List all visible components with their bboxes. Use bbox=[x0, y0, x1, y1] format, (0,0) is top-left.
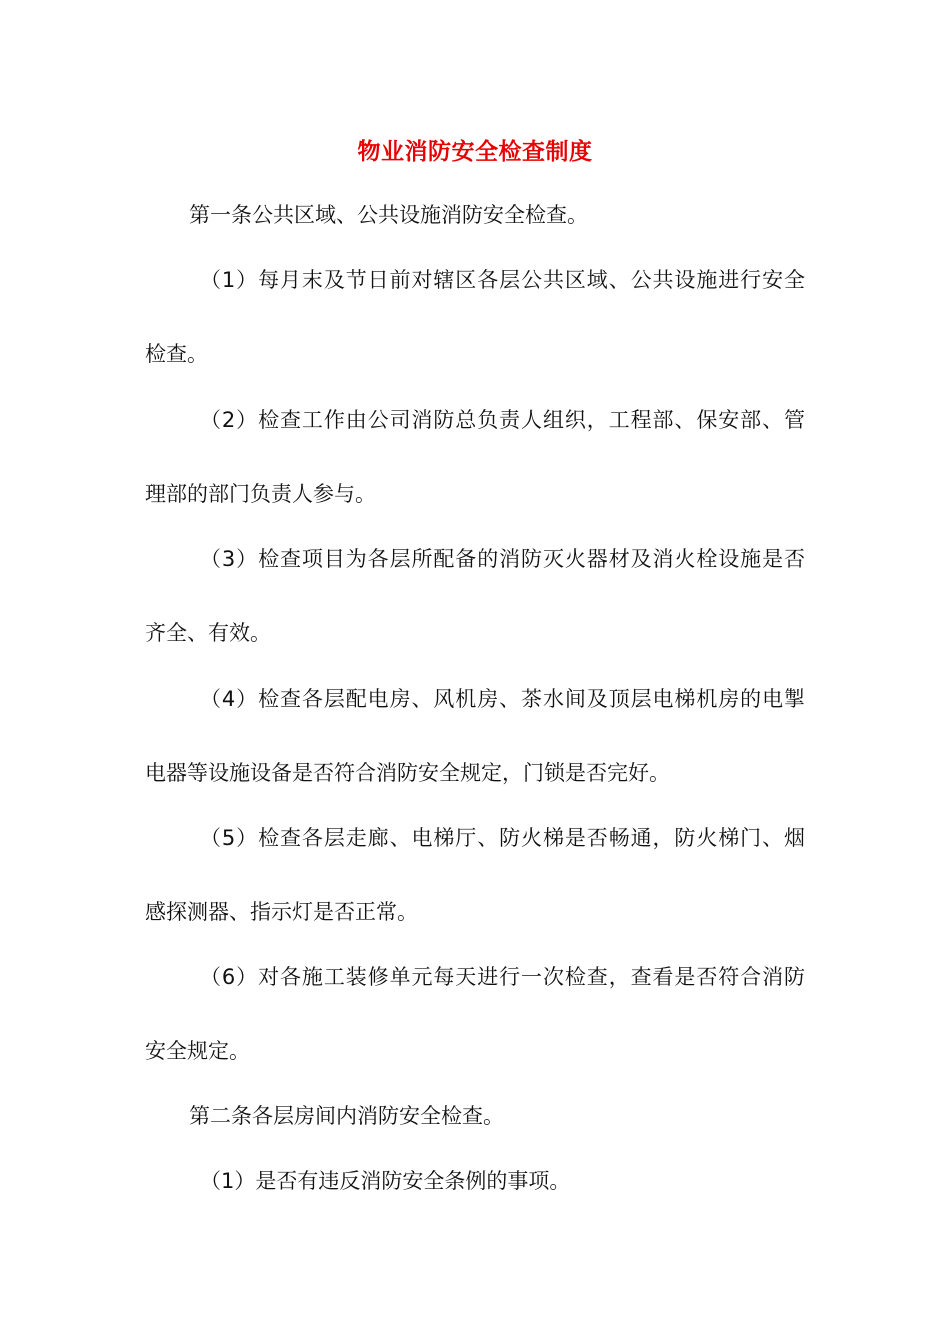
article-1-item-1-line-2: 检查。 bbox=[145, 342, 208, 366]
article-1-item-6-line-1: （6）对各施工装修单元每天进行一次检查，查看是否符合消防 bbox=[200, 965, 805, 989]
article-1-heading: 第一条公共区域、公共设施消防安全检查。 bbox=[189, 203, 588, 227]
article-1-item-4-line-1: （4）检查各层配电房、风机房、茶水间及顶层电梯机房的电掣 bbox=[200, 687, 805, 711]
article-1-item-5-line-2: 感探测器、指示灯是否正常。 bbox=[145, 900, 418, 924]
article-1-item-2-line-1: （2）检查工作由公司消防总负责人组织，工程部、保安部、管 bbox=[200, 408, 805, 432]
article-1-item-3-line-2: 齐全、有效。 bbox=[145, 621, 271, 645]
article-1-item-3-line-1: （3）检查项目为各层所配备的消防灭火器材及消火栓设施是否 bbox=[200, 547, 805, 571]
article-1-item-6-line-2: 安全规定。 bbox=[145, 1039, 250, 1063]
article-2-item-1-line-1: （1）是否有违反消防安全条例的事项。 bbox=[200, 1169, 571, 1193]
article-1-item-5-line-1: （5）检查各层走廊、电梯厅、防火梯是否畅通，防火梯门、烟 bbox=[200, 826, 805, 850]
article-1-item-4-line-2: 电器等设施设备是否符合消防安全规定，门锁是否完好。 bbox=[145, 761, 670, 785]
document-title: 物业消防安全检查制度 bbox=[357, 139, 593, 165]
article-1-item-2-line-2: 理部的部门负责人参与。 bbox=[145, 482, 376, 506]
article-2-heading: 第二条各层房间内消防安全检查。 bbox=[189, 1104, 504, 1128]
article-1-item-1-line-1: （1）每月末及节日前对辖区各层公共区域、公共设施进行安全 bbox=[200, 268, 805, 292]
